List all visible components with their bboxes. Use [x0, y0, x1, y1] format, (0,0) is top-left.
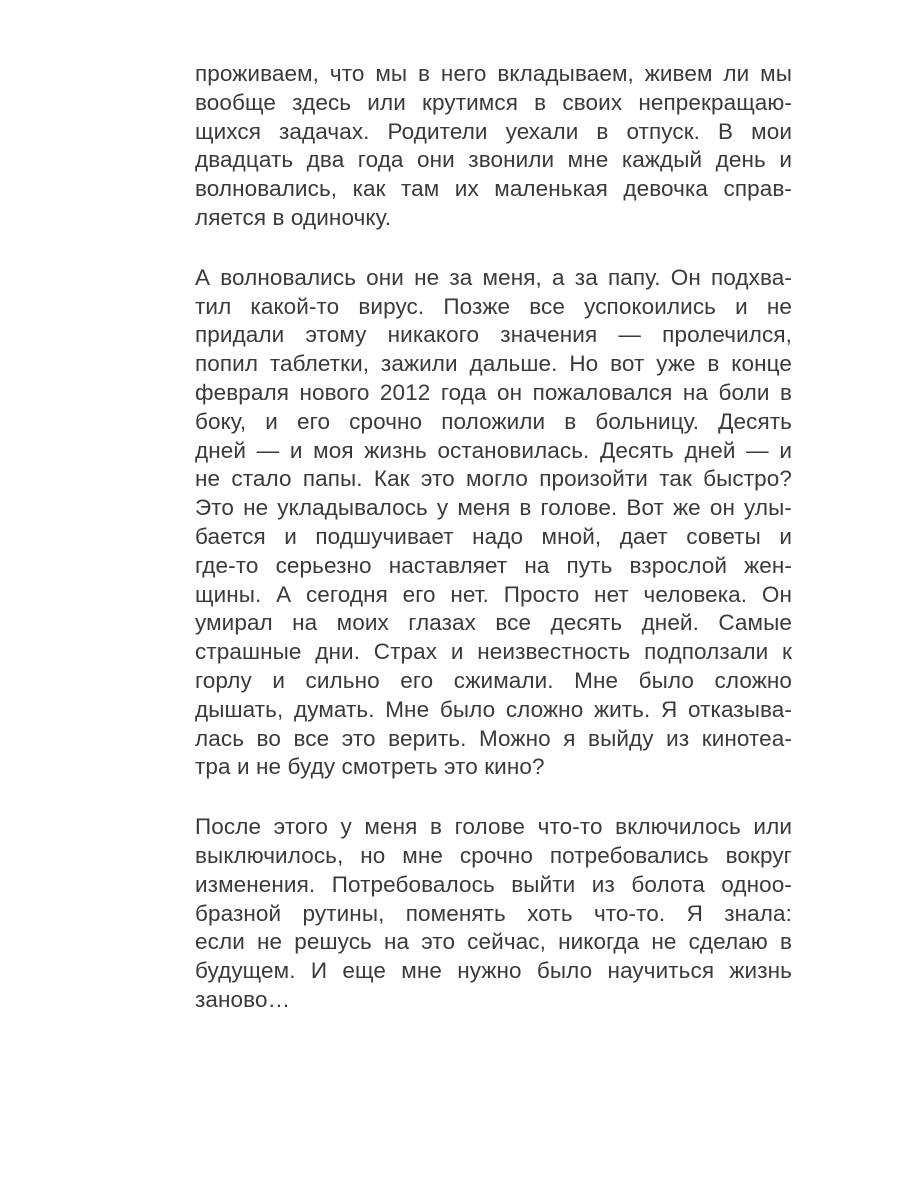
text-line: заново… [195, 986, 291, 1012]
text-line: двадцать два года они звонили мне каждый день и [195, 147, 792, 173]
text-line: дышать, думать. Мне было сложно жить. Я отказыва- [195, 696, 792, 722]
text-line: боку, и его срочно положили в больницу. Десять [195, 408, 792, 434]
text-line: придали этому никакого значения — пролечился, [195, 322, 792, 348]
paragraph-3 [195, 813, 792, 1015]
text-line: умирал на моих глазах все десять дней. Самые [195, 610, 792, 636]
text-line: бается и подшучивает надо мной, дает советы и [195, 523, 792, 549]
text-line: ляется в одиночку. [195, 204, 392, 230]
text-line: не стало папы. Как это могло произойти так быстро? [195, 466, 792, 492]
text-line: тил какой-то вирус. Позже все успокоились и не [195, 293, 792, 319]
text-line: бразной рутины, поменять хоть что-то. Я знала: [195, 900, 792, 926]
paragraph-2 [195, 264, 792, 782]
text-line: будущем. И еще мне нужно было научиться жизнь [195, 958, 792, 984]
text-line: вообще здесь или крутимся в своих непрекращаю- [195, 89, 792, 115]
text-line: лась во все это верить. Можно я выйду из кинотеа- [195, 725, 792, 751]
text-line: проживаем, что мы в него вкладываем, живем ли мы [195, 61, 792, 86]
text-line: горлу и сильно его сжимали. Мне было сложно [195, 667, 792, 693]
paragraph-1 [195, 60, 792, 233]
text-line: выключилось, но мне срочно потребовались вокруг [195, 842, 792, 868]
text-line: изменения. Потребовалось выйти из болота одноо- [195, 871, 792, 897]
text-line: После этого у меня в голове что-то включилось или [195, 814, 792, 840]
text-line: тра и не буду смотреть это кино? [195, 754, 545, 780]
text-line: где-то серьезно наставляет на путь взрослой жен- [195, 552, 792, 578]
text-line: волновались, как там их маленькая девочка справ- [195, 176, 792, 202]
text-line: страшные дни. Страх и неизвестность подползали к [195, 639, 792, 665]
text-line: дней — и моя жизнь остановилась. Десять дней — и [195, 437, 792, 463]
text-line: А волновались они не за меня, а за папу. Он подхва- [195, 264, 792, 290]
text-line: попил таблетки, зажили дальше. Но вот уже в конце [195, 351, 792, 377]
text-line: Это не укладывалось у меня в голове. Вот же он улы- [195, 495, 792, 521]
text-line: февраля нового 2012 года он пожаловался на боли в [195, 379, 792, 405]
text-column [195, 60, 792, 1015]
text-line: если не решусь на это сейчас, никогда не сделаю в [195, 929, 792, 955]
text-line: щихся задачах. Родители уехали в отпуск. В мои [195, 118, 792, 144]
text-line: щины. А сегодня его нет. Просто нет человека. Он [195, 581, 792, 607]
